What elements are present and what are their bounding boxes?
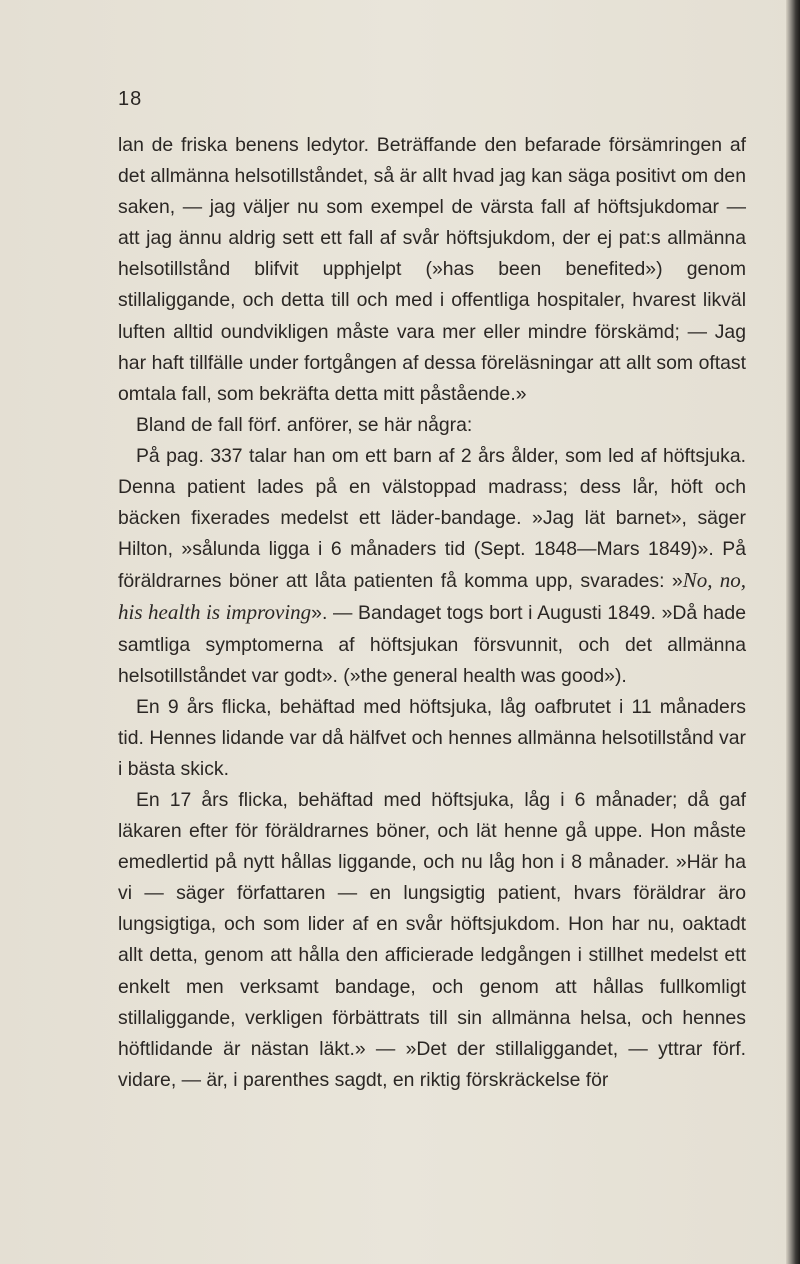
- paragraph: [118, 785, 746, 1096]
- paragraph: [118, 130, 746, 410]
- text-run: En 9 års flicka, behäftad med höftsjuka, låg oafbrutet i 11 månaders tid. Hennes lidande var då hälfvet och hennes allmänna helsotillstånd var i bästa skick.: [118, 695, 746, 780]
- text-run: lan de friska benens ledytor. Beträffande den befarade försämringen af det allmänna helsotillståndet, så är allt hvad jag kan säga positivt om den saken, — jag väljer nu som exempel de värsta fall af höftsjukdomar — att jag ännu aldrig sett ett fall af svår höftsjukdom, der ej pat:s allmänna helsotillstånd blifvit upphjelpt (»has been benefited») genom stillaliggande, och detta till och med i offentliga hospitaler, hvarest likväl luften alltid oundvikligen måste vara mer eller mindre förskämd; — Jag har haft tillfälle under fortgången af dessa föreläsningar att allt som oftast omtala fall, som bekräfta detta mitt påstående.»: [118, 134, 746, 405]
- text-run: På pag. 337 talar han om ett barn af 2 års ålder, som led af höftsjuka. Denna patient lades på en välstoppad madrass; dess lår, höft och bäcken fixerades medelst ett läder-bandage. »Jag lät barnet», säger Hilton, »sålunda ligga i 6 månaders tid (Sept. 1848—Mars 1849)». På föräldrarnes böner att låta patienten få komma upp, svarades: »: [118, 444, 746, 593]
- paragraph: [118, 441, 746, 692]
- italic-text: No, no, his health is improving: [118, 568, 746, 625]
- page-edge: [786, 0, 800, 1264]
- paragraph: [118, 692, 746, 785]
- text-run: En 17 års flicka, behäftad med höftsjuka, låg i 6 månader; då gaf läkaren efter för föräldrarnes böner, och lät henne gå uppe. Hon måste emedlertid på nytt hållas liggande, och nu låg hon i 8 månader. »Här ha vi — säger författaren — en lungsigtig patient, hvars föräldrar äro lungsigtiga, och som lider af en svår höftsjukdom. Hon har nu, oaktadt allt detta, genom att hålla den afficierade ledgången i stillhet medelst ett enkelt men verksamt bandage, och genom att hållas fullkomligt stillaliggande, verkligen förbättrats till sin allmänna helsa, och hennes höftlidande är nästan läkt.» — »Det der stillaliggandet, — yttrar förf. vidare, — är, i parenthes sagdt, en riktig förskräckelse för: [118, 788, 746, 1091]
- text-run: ». — Bandaget togs bort i Augusti 1849. »Då hade samtliga symptomerna af höftsjukan försvunnit, och det allmänna helsotillståndet var godt». (»the general health was good»).: [118, 602, 746, 687]
- paragraph: [118, 410, 746, 441]
- text-run: Bland de fall förf. anförer, se här några:: [136, 413, 473, 436]
- body-text: [118, 130, 746, 1096]
- page-number: 18: [118, 88, 143, 110]
